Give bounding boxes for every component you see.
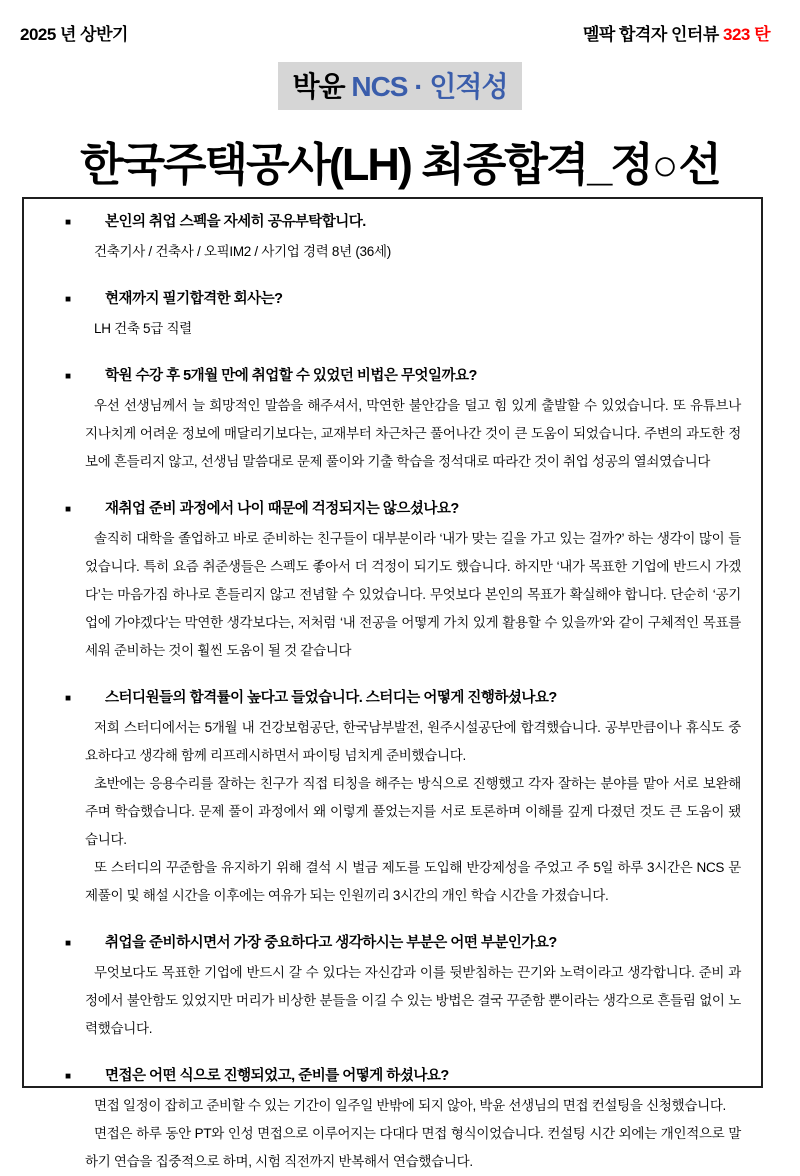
- answer-paragraph: LH 건축 5급 직렬: [94, 321, 192, 336]
- question-text: 취업을 준비하시면서 가장 중요하다고 생각하시는 부분은 어떤 부분인가요?: [105, 935, 557, 951]
- badge-instructor-name: 박윤: [292, 71, 352, 102]
- bullet-square-icon: ■: [65, 217, 71, 228]
- bullet-square-icon: ■: [65, 693, 71, 704]
- qa-block-3: [65, 362, 743, 476]
- question-row: [65, 362, 743, 392]
- question-row: [65, 1062, 743, 1092]
- answer: [85, 959, 741, 1043]
- question-text: 스터디원들의 합격률이 높다고 들었습니다. 스터디는 어떻게 진행하셨나요?: [105, 690, 557, 706]
- qa-block-7: [65, 1062, 743, 1176]
- qa-block-4: [65, 495, 743, 665]
- answer-paragraph: 무엇보다도 목표한 기업에 반드시 갈 수 있다는 자신감과 이를 뒷받침하는 끈기와 노력이라고 생각합니다. 준비 과정에서 불안함도 있었지만 머리가 비상한 분들을 이길 수 있는 방법은 결국 꾸준함 뿐이라는 생각으로 흔들림 없이 노력했습니다.: [85, 965, 741, 1036]
- qa-block-1: [65, 208, 743, 266]
- qa-block-6: [65, 929, 743, 1043]
- question-text: 학원 수강 후 5개월 만에 취업할 수 있었던 비법은 무엇일까요?: [105, 368, 477, 384]
- answer-paragraph: 솔직히 대학을 졸업하고 바로 준비하는 친구들이 대부분이라 ‘내가 맞는 길을 가고 있는 걸까?’ 하는 생각이 많이 들었습니다. 특히 요즘 취준생들은 스펙도 좋아서 더 걱정이 되기도 했습니다. 하지만 ‘내가 목표한 기업에 반드시 가겠다’는 마음가짐 하나로 흔들리지 않고 전념할 수 있었습니다. 무엇보다 본인의 목표가 확실해야 합니다. 단순히 ‘공기업에 가야겠다’는 막연한 생각보다는, 저처럼 ‘내 전공을 어떻게 가치 있게 활용할 수 있을까’와 같이 구체적인 목표를 세워 준비하는 것이 훨씬 도움이 될 것 같습니다: [85, 531, 741, 658]
- question-row: [65, 929, 743, 959]
- series-label: 멜팍 합격자 인터뷰: [582, 25, 723, 44]
- answer: [85, 238, 741, 266]
- page-title-pre: 한국주택공사(LH) 최종합격_정: [80, 139, 652, 190]
- content-box: [22, 197, 763, 1169]
- badge-course-name: NCS · 인적성: [351, 71, 508, 102]
- bullet-square-icon: ■: [65, 1071, 71, 1082]
- bullet-square-icon: ■: [65, 371, 71, 382]
- bullet-square-icon: ■: [65, 294, 71, 305]
- answer-paragraph: 또 스터디의 꾸준함을 유지하기 위해 결석 시 벌금 제도를 도입해 반강제성을 주었고 주 5일 하루 3시간은 NCS 문제풀이 및 해설 시간을 이후에는 여유가 되는 인원끼리 3시간의 개인 학습 시간을 가졌습니다.: [85, 860, 741, 903]
- bullet-square-icon: ■: [65, 504, 71, 515]
- page-header: [0, 0, 800, 45]
- question-text: 재취업 준비 과정에서 나이 때문에 걱정되지는 않으셨나요?: [105, 501, 459, 517]
- answer-paragraph: 면접 일정이 잡히고 준비할 수 있는 기간이 일주일 반밖에 되지 않아, 박윤 선생님의 면접 컨설팅을 신청했습니다.: [94, 1098, 727, 1113]
- masked-name-circle: ○: [651, 141, 679, 190]
- question-text: 본인의 취업 스펙을 자세히 공유부탁합니다.: [105, 214, 366, 230]
- answer-paragraph: 저희 스터디에서는 5개월 내 건강보험공단, 한국남부발전, 원주시설공단에 합격했습니다. 공부만큼이나 휴식도 중요하다고 생각해 함께 리프레시하면서 파이팅 넘치게 준비했습니다.: [85, 720, 741, 763]
- period-label: 2025 년 상반기: [20, 25, 128, 44]
- answer: [85, 525, 741, 665]
- series-title: [583, 20, 770, 45]
- answer: [85, 315, 741, 343]
- answer: [85, 1092, 741, 1176]
- question-row: [65, 495, 743, 525]
- question-text: 현재까지 필기합격한 회사는?: [105, 291, 283, 307]
- bullet-square-icon: ■: [65, 938, 71, 949]
- page-title: [0, 128, 800, 193]
- qa-block-2: [65, 285, 743, 343]
- question-text: 면접은 어떤 식으로 진행되었고, 준비를 어떻게 하셨나요?: [105, 1068, 449, 1084]
- answer-paragraph: 면접은 하루 동안 PT와 인성 면접으로 이루어지는 다대다 면접 형식이었습니다. 컨설팅 시간 외에는 개인적으로 말하기 연습을 집중적으로 하며, 시험 직전까지 반복해서 연습했습니다.: [85, 1126, 741, 1169]
- qa-block-5: [65, 684, 743, 910]
- instructor-badge-wrap: [0, 62, 800, 110]
- question-row: [65, 208, 743, 238]
- series-number: 323 탄: [722, 25, 770, 44]
- answer-paragraph: 건축기사 / 건축사 / 오픽IM2 / 사기업 경력 8년 (36세): [94, 244, 391, 259]
- answer-paragraph: 초반에는 응용수리를 잘하는 친구가 직접 티칭을 해주는 방식으로 진행했고 각자 잘하는 분야를 맡아 서로 보완해주며 학습했습니다. 문제 풀이 과정에서 왜 이렇게 풀었는지를 서로 토론하며 이해를 깊게 다졌던 것도 큰 도움이 됐습니다.: [85, 776, 741, 847]
- answer-paragraph: 우선 선생님께서 늘 희망적인 말씀을 해주셔서, 막연한 불안감을 덜고 힘 있게 출발할 수 있었습니다. 또 유튜브나 지나치게 어려운 정보에 매달리기보다는, 교재부터 차근차근 풀어나간 것이 큰 도움이 되었습니다. 주변의 과도한 정보에 흔들리지 않고, 선생님 말씀대로 문제 풀이와 기출 학습을 정석대로 따라간 것이 취업 성공의 열쇠였습니다: [85, 398, 741, 469]
- page-title-post: 선: [678, 139, 720, 190]
- question-row: [65, 684, 743, 714]
- answer: [85, 392, 741, 476]
- question-row: [65, 285, 743, 315]
- answer: [85, 714, 741, 910]
- instructor-badge: [278, 62, 521, 110]
